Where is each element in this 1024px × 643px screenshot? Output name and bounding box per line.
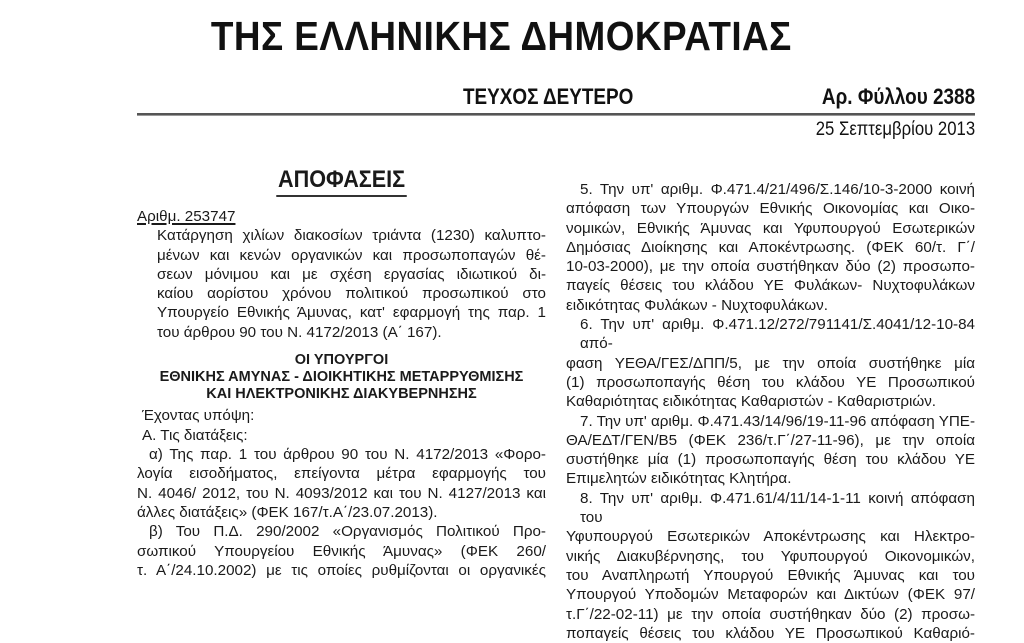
item-7-line: 7. Την υπ' αριθμ. Φ.471.43/14/96/19-11-96 απόφαση ΥΠΕ- [580,412,975,430]
item-5-line: παγείς θέσεις του κλάδου ΥΕ Φυλάκων- Νυχτοφυλάκων [566,277,975,295]
item-8 [566,489,975,643]
item-6-line: φαση ΥΕΘΑ/ΓΕΣ/ΔΠΠ/5, με την οποία συστήθηκε μία [566,354,975,372]
item-b-line: τ. Α΄/24.10.2002) με τις οποίες ρυθμίζονται οι οργανικές [137,561,546,579]
item-7-line: ΘΑ/ΕΔΤ/ΓΕΝ/Β5 (ΦΕΚ 236/τ.Γ΄/27-11-96), με την οποία [566,431,975,449]
item-7-line: Επιμελητών ειδικότητας Κλητήρα. [566,470,792,488]
item-6 [566,315,975,411]
item-8-line: Υπουργού Υποδομών Μεταφορών και Δικτύων (ΦΕΚ 97/ [566,586,975,604]
summary-line: καίου αορίστου χρόνου πολιτικού προσωπικού στο [157,285,546,303]
summary-line: μένων και κενών οργανικών και προσωποπαγών θέ- [157,246,546,264]
item-5 [566,180,975,315]
item-8-line: ποπαγείς θέσεις του κλάδου ΥΕ Προσωπικού Καθαριό- [566,624,975,642]
item-8-line: του Αναπληρωτή Υπουργού Εθνικής Άμυνας και του [566,566,975,584]
item-a-line: Ν. 4046/ 2012, του Ν. 4093/2012 και του Ν. 4127/2013 και [137,484,546,502]
item-6-line: 6. Την υπ' αριθμ. Φ.471.12/272/791141/Σ.4041/12-10-84 από- [580,316,975,353]
item-8-line: 8. Την υπ' αριθμ. Φ.471.61/4/11/14-1-11 κοινή απόφαση του [580,489,975,527]
right-column [566,180,975,643]
item-5-line: νομικών, Εθνικής Άμυνας και Υφυπουργού Εσωτερικών [566,219,975,237]
ministers-heading-line: ΟΙ ΥΠΟΥΡΓΟΙ [294,352,389,369]
item-8-line: Υφυπουργού Εσωτερικών Αποκέντρωσης και Ηλεκτρο- [566,528,975,546]
item-a-line: άλλες διατάξεις» (ΦΕΚ 167/τ.Α΄/23.07.2013). [137,503,438,521]
item-a-line: λογία εισοδήματος, επείγοντα μέτρα εφαρμογής του [137,465,546,483]
header-rule [137,113,975,116]
issue-part: ΤΕΥΧΟΣ ΔΕΥΤΕΡΟ [463,84,634,109]
item-6-line: Καθαριότητας ειδικότητας Καθαριστών - Καθαριστριών. [566,393,937,411]
section-heading-text: ΑΠΟΦΑΣΕΙΣ [276,165,407,197]
summary-line: σεων μόνιμου και με σχέση εργασίας ιδιωτικού δι- [157,265,546,283]
summary-line: Κατάργηση χιλίων διακοσίων τριάντα (1230) καλυπτο- [157,227,546,245]
ministers-heading [137,352,546,402]
considering-block [137,406,546,580]
item-b-line: β) Του Π.Δ. 290/2002 «Οργανισμός Πολιτικού Προ- [149,523,546,541]
decision-number-row [137,207,546,226]
item-5-line: απόφαση των Υπουργών Εθνικής Οικονομίας και Οικο- [566,200,975,218]
issue-row [137,83,975,113]
item-5-line: Δημόσιας Διοίκησης και Αποκέντρωσης. (ΦΕΚ 60/τ. Γ΄/ [566,238,975,256]
item-6-line: (1) προσωποπαγής θέση του κλάδου ΥΕ Προσωπικού [566,373,975,391]
decision-number: Αριθμ. 253747 [137,208,236,225]
ministers-heading-line: ΚΑΙ ΗΛΕΚΤΡΟΝΙΚΗΣ ΔΙΑΚΥΒΕΡΝΗΣΗΣ [206,385,477,402]
gazette-title: ΤΗΣ ΕΛΛΗΝΙΚΗΣ ΔΗΜΟΚΡΑΤΙΑΣ [210,13,792,59]
item-a-line: α) Της παρ. 1 του άρθρου 90 του Ν. 4172/2013 «Φορο- [149,446,546,464]
item-b-line: σωπικού Υπουργείου Εθνικής Άμυνας» (ΦΕΚ 260/ [137,542,546,560]
considering-label: Έχοντας υπόψη: [142,407,255,425]
item-8-line: τ.Γ΄/22-02-11) με την οποία συστήθηκαν δύο (2) προσω- [566,605,975,623]
decision-summary [137,226,546,342]
item-7 [566,412,975,489]
section-heading [137,165,546,197]
ministers-heading-line: ΕΘΝΙΚΗΣ ΑΜΥΝΑΣ - ΔΙΟΙΚΗΤΙΚΗΣ ΜΕΤΑΡΡΥΘΜΙΣΗΣ [159,368,524,385]
sheet-number: Αρ. Φύλλου 2388 [821,84,975,109]
item-5-line: 5. Την υπ' αριθμ. Φ.471.4/21/496/Σ.146/10-3-2000 κοινή [580,181,975,198]
provisions-label: Α. Τις διατάξεις: [142,426,248,444]
left-column [137,165,546,580]
item-8-line: νικής Διακυβέρνησης, του Υφυπουργού Οικονομικών, [566,547,975,565]
item-7-line: συστήθηκε μία (1) προσωποπαγής θέση του κλάδου ΥΕ [566,451,975,469]
item-5-line: ειδικότητας Φυλάκων - Νυχτοφυλάκων. [566,296,828,314]
summary-line: Υπουργείο Εθνικής Άμυνας, κατ' εφαρμογή της παρ. 1 [157,304,546,322]
item-5-line: 10-03-2000), με την οποία συστήθηκαν δύο (2) προσωπο- [566,258,975,276]
issue-date: 25 Σεπτεμβρίου 2013 [815,119,975,140]
summary-line: του άρθρου 90 του Ν. 4172/2013 (Α΄ 167). [157,323,442,341]
